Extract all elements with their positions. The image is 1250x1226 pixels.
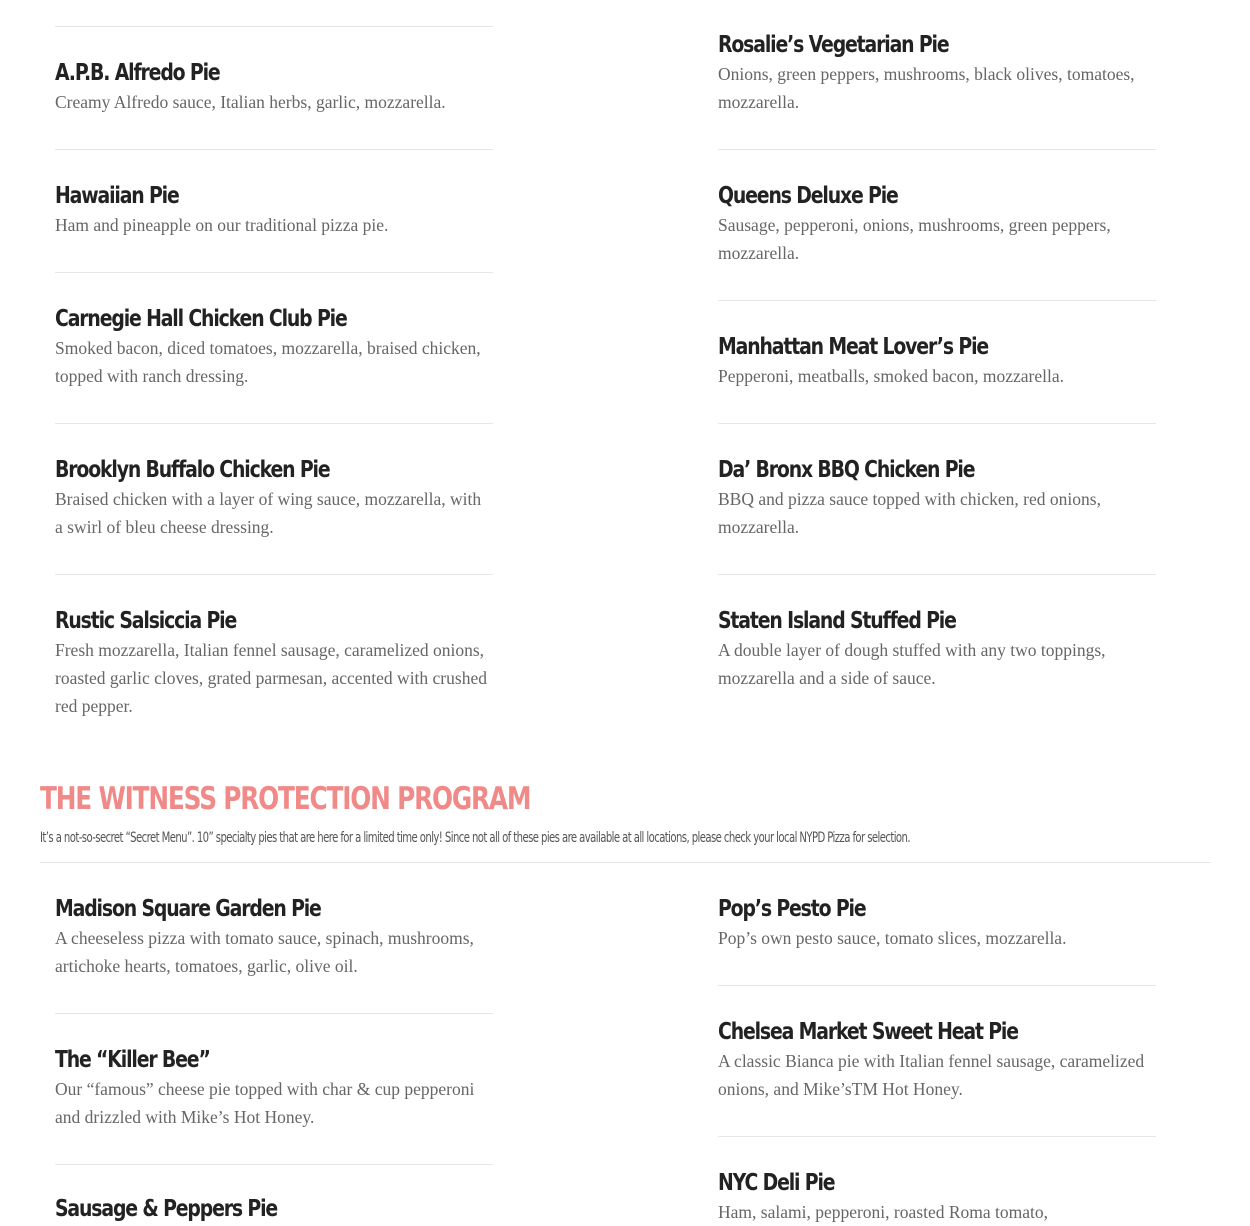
specialty-pies-left-column [55,0,493,1220]
menu-item-name: Madison Square Garden Pie [55,896,321,922]
menu-item-name: NYC Deli Pie [718,1170,835,1196]
menu-item [55,455,493,541]
menu-divider [718,423,1156,424]
menu-item-description: Pepperoni, meatballs, smoked bacon, mozzarella. [718,366,1064,386]
menu-item [718,1168,1156,1226]
menu-item [718,455,1156,541]
menu-item-name: Carnegie Hall Chicken Club Pie [55,306,347,332]
menu-item-description: Our “famous” cheese pie topped with char & cup pepperoni and drizzled with Mike’s Hot Honey. [55,1079,475,1127]
menu-item-description: Ham, salami, pepperoni, roasted Roma tomato, [718,1202,1048,1222]
menu-item [718,606,1156,692]
menu-divider [55,574,493,575]
menu-divider [718,985,1156,986]
menu-item-name: Chelsea Market Sweet Heat Pie [718,1019,1018,1045]
menu-divider [55,26,493,27]
menu-item-description: Pop’s own pesto sauce, tomato slices, mozzarella. [718,928,1067,948]
menu-divider [718,300,1156,301]
menu-item [718,30,1156,116]
menu-item [55,58,493,116]
menu-item-name: Hawaiian Pie [55,183,179,209]
menu-item [718,181,1156,267]
section-divider [40,862,1211,863]
menu-divider [55,272,493,273]
menu-divider [718,149,1156,150]
menu-item-description: A cheeseless pizza with tomato sauce, spinach, mushrooms, artichoke hearts, tomatoes, garlic, olive oil. [55,928,474,976]
menu-item [55,304,493,390]
menu-divider [55,1013,493,1014]
menu-item-name: Manhattan Meat Lover’s Pie [718,334,989,360]
menu-item [55,606,493,720]
menu-item-name: Brooklyn Buffalo Chicken Pie [55,457,330,483]
menu-item-description: Braised chicken with a layer of wing sauce, mozzarella, with a swirl of bleu cheese dressing. [55,489,482,537]
menu-item-name: A.P.B. Alfredo Pie [55,60,220,86]
menu-item-description: A classic Bianca pie with Italian fennel sausage, caramelized onions, and Mike’sTM Hot Honey. [718,1051,1145,1099]
menu-item-name: Rosalie’s Vegetarian Pie [718,32,949,58]
menu-item [55,181,493,239]
menu-item-description: Onions, green peppers, mushrooms, black olives, tomatoes, mozzarella. [718,64,1135,112]
menu-divider [55,423,493,424]
menu-divider [718,1136,1156,1137]
section-title: THE WITNESS PROTECTION PROGRAM [40,781,531,817]
menu-item-description: BBQ and pizza sauce topped with chicken, red onions, mozzarella. [718,489,1101,537]
menu-item-name: Staten Island Stuffed Pie [718,608,956,634]
section-subtitle: It’s a not-so-secret “Secret Menu”. 10” specialty pies that are here for a limited time only! Since not all of these pies are available at all locations, please check your local NYPD Pizza for selection. [40,830,910,846]
menu-item [55,1045,493,1131]
menu-item-name: Rustic Salsiccia Pie [55,608,237,634]
menu-item-name: The “Killer Bee” [55,1047,210,1073]
menu-item [718,332,1156,390]
menu-item [718,894,1156,952]
menu-divider [55,1164,493,1165]
menu-item-name: Da’ Bronx BBQ Chicken Pie [718,457,975,483]
menu-item-description: Creamy Alfredo sauce, Italian herbs, garlic, mozzarella. [55,92,446,112]
menu-item-description: Smoked bacon, diced tomatoes, mozzarella, braised chicken, topped with ranch dressing. [55,338,481,386]
menu-divider [55,149,493,150]
menu-item [55,894,493,980]
menu-item-name: Pop’s Pesto Pie [718,896,866,922]
menu-item-description: A double layer of dough stuffed with any two toppings, mozzarella and a side of sauce. [718,640,1106,688]
menu-item [718,1017,1156,1103]
specialty-pies-right-column [718,0,1156,1220]
menu-item-description: Fresh mozzarella, Italian fennel sausage, caramelized onions, roasted garlic cloves, grated parmesan, accented with crushed red pepper. [55,640,487,716]
menu-item-name: Sausage & Peppers Pie [55,1196,278,1222]
menu-divider [718,574,1156,575]
menu-item-description: Ham and pineapple on our traditional pizza pie. [55,215,389,235]
menu-item-name: Queens Deluxe Pie [718,183,898,209]
menu-item-description: Sausage, pepperoni, onions, mushrooms, green peppers, mozzarella. [718,215,1111,263]
